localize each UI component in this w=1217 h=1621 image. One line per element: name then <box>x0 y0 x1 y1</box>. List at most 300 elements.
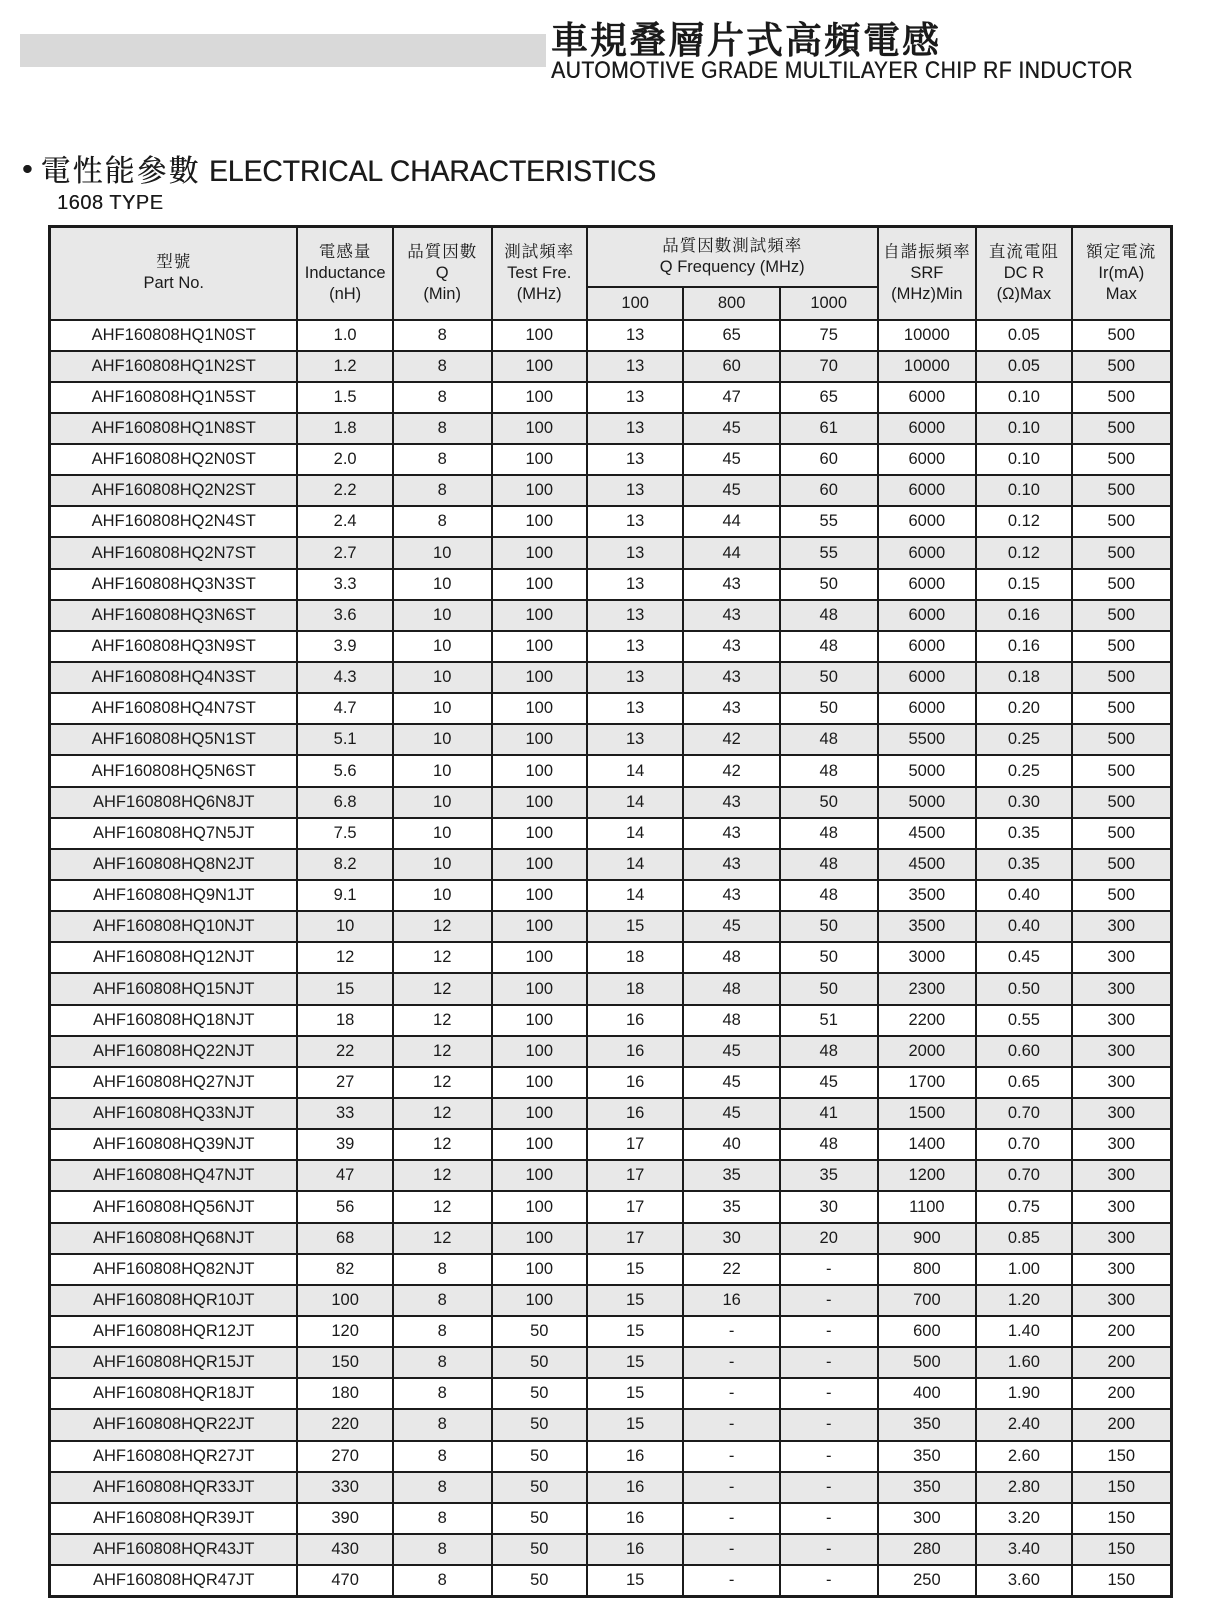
value-cell: 13 <box>587 475 683 506</box>
type-label: 1608 TYPE <box>57 192 164 214</box>
value-cell: 65 <box>780 382 878 413</box>
value-cell: 45 <box>683 413 779 444</box>
col-header-srf-unit: (MHz)Min <box>891 284 963 303</box>
part-no-cell: AHF160808HQ22NJT <box>50 1036 298 1067</box>
electrical-characteristics-table <box>48 225 1173 1598</box>
value-cell: 100 <box>492 382 587 413</box>
value-cell: 13 <box>587 413 683 444</box>
table-row <box>50 382 1172 413</box>
part-no-cell: AHF160808HQ18NJT <box>50 1005 298 1036</box>
value-cell: 56 <box>297 1191 392 1222</box>
value-cell: 5500 <box>878 724 977 755</box>
value-cell: 10000 <box>878 320 977 351</box>
section-title-en: ELECTRICAL CHARACTERISTICS <box>208 155 656 188</box>
value-cell: 500 <box>1072 569 1172 600</box>
value-cell: 2000 <box>878 1036 977 1067</box>
value-cell: 1100 <box>878 1191 977 1222</box>
table-row <box>50 1005 1172 1036</box>
value-cell: 1.90 <box>976 1378 1071 1409</box>
value-cell: 42 <box>683 755 779 786</box>
table-row <box>50 1036 1172 1067</box>
value-cell: 3000 <box>878 942 977 973</box>
value-cell: 150 <box>297 1347 392 1378</box>
value-cell: - <box>780 1565 878 1596</box>
value-cell: 8 <box>393 1285 492 1316</box>
value-cell: 45 <box>683 911 779 942</box>
table-row <box>50 1160 1172 1191</box>
col-header-rated-current-zh: 額定電流 <box>1086 242 1157 261</box>
part-no-cell: AHF160808HQ1N5ST <box>50 382 298 413</box>
value-cell: 6000 <box>878 382 977 413</box>
value-cell: 1.20 <box>976 1285 1071 1316</box>
value-cell: - <box>780 1534 878 1565</box>
table-row <box>50 600 1172 631</box>
value-cell: 1400 <box>878 1129 977 1160</box>
value-cell: 30 <box>780 1191 878 1222</box>
part-no-cell: AHF160808HQ2N4ST <box>50 506 298 537</box>
value-cell: 900 <box>878 1223 977 1254</box>
value-cell: 100 <box>492 320 587 351</box>
value-cell: 500 <box>1072 351 1172 382</box>
col-header-inductance-zh: 電感量 <box>318 242 372 261</box>
value-cell: 500 <box>1072 475 1172 506</box>
value-cell: 500 <box>1072 849 1172 880</box>
value-cell: 100 <box>492 755 587 786</box>
value-cell: 48 <box>780 1129 878 1160</box>
value-cell: 17 <box>587 1129 683 1160</box>
table-row <box>50 444 1172 475</box>
value-cell: - <box>780 1503 878 1534</box>
value-cell: 16 <box>587 1472 683 1503</box>
value-cell: 0.12 <box>976 506 1071 537</box>
part-no-cell: AHF160808HQ33NJT <box>50 1098 298 1129</box>
col-header-srf-en: SRF <box>910 263 944 282</box>
table-row <box>50 880 1172 911</box>
col-header-test-freq-zh: 測試頻率 <box>504 242 575 261</box>
section-title-zh: 電性能參數 <box>40 155 201 188</box>
table-row <box>50 413 1172 444</box>
value-cell: 43 <box>683 787 779 818</box>
value-cell: 0.05 <box>976 351 1071 382</box>
page-title-zh: 車規叠層片式高頻電感 <box>551 20 941 61</box>
value-cell: 8.2 <box>297 849 392 880</box>
value-cell: 2.40 <box>976 1409 1071 1440</box>
value-cell: 0.20 <box>976 693 1071 724</box>
value-cell: 17 <box>587 1223 683 1254</box>
value-cell: 12 <box>393 1005 492 1036</box>
value-cell: 43 <box>683 693 779 724</box>
part-no-cell: AHF160808HQ5N1ST <box>50 724 298 755</box>
value-cell: 300 <box>1072 1223 1172 1254</box>
value-cell: 100 <box>492 1254 587 1285</box>
value-cell: 15 <box>587 911 683 942</box>
part-no-cell: AHF160808HQ12NJT <box>50 942 298 973</box>
value-cell: 16 <box>587 1036 683 1067</box>
value-cell: 10 <box>297 911 392 942</box>
value-cell: 48 <box>683 1005 779 1036</box>
col-header-q-factor-unit: (Min) <box>423 284 461 303</box>
value-cell: 150 <box>1072 1565 1172 1596</box>
value-cell: 1.2 <box>297 351 392 382</box>
value-cell: 13 <box>587 569 683 600</box>
value-cell: 68 <box>297 1223 392 1254</box>
value-cell: 5000 <box>878 787 977 818</box>
value-cell: 13 <box>587 506 683 537</box>
value-cell: 9.1 <box>297 880 392 911</box>
part-no-cell: AHF160808HQ3N6ST <box>50 600 298 631</box>
part-no-cell: AHF160808HQ4N3ST <box>50 662 298 693</box>
value-cell: 100 <box>492 537 587 568</box>
part-no-cell: AHF160808HQ3N3ST <box>50 569 298 600</box>
col-header-test-freq-en: Test Fre. <box>507 263 572 282</box>
value-cell: 6.8 <box>297 787 392 818</box>
value-cell: 2300 <box>878 973 977 1004</box>
value-cell: 0.75 <box>976 1191 1071 1222</box>
part-no-cell: AHF160808HQ68NJT <box>50 1223 298 1254</box>
value-cell: 2200 <box>878 1005 977 1036</box>
value-cell: 12 <box>393 1098 492 1129</box>
value-cell: 500 <box>1072 537 1172 568</box>
value-cell: 150 <box>1072 1534 1172 1565</box>
value-cell: 15 <box>587 1347 683 1378</box>
table-row <box>50 818 1172 849</box>
value-cell: 8 <box>393 475 492 506</box>
value-cell: 3.9 <box>297 631 392 662</box>
value-cell: 500 <box>1072 818 1172 849</box>
table-row <box>50 1223 1172 1254</box>
value-cell: 5000 <box>878 755 977 786</box>
value-cell: 300 <box>1072 973 1172 1004</box>
value-cell: - <box>780 1347 878 1378</box>
value-cell: 10 <box>393 631 492 662</box>
value-cell: 17 <box>587 1191 683 1222</box>
col-header-rated-current-en: Ir(mA) <box>1098 263 1145 282</box>
col-header-q-factor <box>393 227 492 320</box>
value-cell: 35 <box>683 1191 779 1222</box>
value-cell: 16 <box>587 1441 683 1472</box>
value-cell: 300 <box>1072 1036 1172 1067</box>
value-cell: 10 <box>393 755 492 786</box>
part-no-cell: AHF160808HQ27NJT <box>50 1067 298 1098</box>
value-cell: 6000 <box>878 506 977 537</box>
value-cell: 0.10 <box>976 382 1071 413</box>
value-cell: 3.60 <box>976 1565 1071 1596</box>
value-cell: 0.70 <box>976 1129 1071 1160</box>
value-cell: 100 <box>492 693 587 724</box>
value-cell: 20 <box>780 1223 878 1254</box>
value-cell: 1.5 <box>297 382 392 413</box>
value-cell: 500 <box>1072 787 1172 818</box>
value-cell: 55 <box>780 506 878 537</box>
value-cell: - <box>780 1472 878 1503</box>
value-cell: 100 <box>492 413 587 444</box>
value-cell: - <box>683 1565 779 1596</box>
value-cell: 12 <box>393 942 492 973</box>
value-cell: 0.35 <box>976 818 1071 849</box>
value-cell: 100 <box>492 1129 587 1160</box>
value-cell: 45 <box>683 1067 779 1098</box>
value-cell: 8 <box>393 1565 492 1596</box>
value-cell: 2.60 <box>976 1441 1071 1472</box>
part-no-cell: AHF160808HQ56NJT <box>50 1191 298 1222</box>
value-cell: 8 <box>393 1316 492 1347</box>
value-cell: 50 <box>492 1534 587 1565</box>
value-cell: 48 <box>780 818 878 849</box>
value-cell: 48 <box>780 880 878 911</box>
value-cell: 10 <box>393 600 492 631</box>
value-cell: 13 <box>587 662 683 693</box>
value-cell: 12 <box>393 1223 492 1254</box>
col-header-part-no-zh: 型號 <box>156 253 192 272</box>
part-no-cell: AHF160808HQ5N6ST <box>50 755 298 786</box>
value-cell: 8 <box>393 506 492 537</box>
col-header-q-frequency-group <box>587 227 878 287</box>
value-cell: 4500 <box>878 818 977 849</box>
value-cell: 0.45 <box>976 942 1071 973</box>
part-no-cell: AHF160808HQ6N8JT <box>50 787 298 818</box>
col-header-inductance <box>297 227 392 320</box>
value-cell: 150 <box>1072 1503 1172 1534</box>
value-cell: 13 <box>587 444 683 475</box>
value-cell: 0.15 <box>976 569 1071 600</box>
value-cell: 12 <box>297 942 392 973</box>
value-cell: 150 <box>1072 1472 1172 1503</box>
part-no-cell: AHF160808HQ1N2ST <box>50 351 298 382</box>
value-cell: - <box>683 1409 779 1440</box>
value-cell: 50 <box>780 662 878 693</box>
part-no-cell: AHF160808HQR39JT <box>50 1503 298 1534</box>
value-cell: 300 <box>1072 1285 1172 1316</box>
table-row <box>50 475 1172 506</box>
value-cell: 300 <box>1072 1098 1172 1129</box>
value-cell: 45 <box>683 1098 779 1129</box>
value-cell: 12 <box>393 1191 492 1222</box>
value-cell: 6000 <box>878 693 977 724</box>
value-cell: 43 <box>683 631 779 662</box>
value-cell: 6000 <box>878 475 977 506</box>
value-cell: 0.40 <box>976 880 1071 911</box>
value-cell: 0.18 <box>976 662 1071 693</box>
value-cell: 10 <box>393 880 492 911</box>
value-cell: 0.12 <box>976 537 1071 568</box>
value-cell: 43 <box>683 849 779 880</box>
value-cell: 12 <box>393 1036 492 1067</box>
value-cell: 50 <box>492 1347 587 1378</box>
value-cell: 15 <box>587 1378 683 1409</box>
value-cell: 5.1 <box>297 724 392 755</box>
value-cell: 50 <box>780 693 878 724</box>
part-no-cell: AHF160808HQ82NJT <box>50 1254 298 1285</box>
value-cell: 6000 <box>878 444 977 475</box>
table-row <box>50 693 1172 724</box>
value-cell: 13 <box>587 351 683 382</box>
value-cell: 43 <box>683 818 779 849</box>
table-row <box>50 724 1172 755</box>
value-cell: 100 <box>492 475 587 506</box>
table-header <box>50 227 1172 320</box>
part-no-cell: AHF160808HQ3N9ST <box>50 631 298 662</box>
part-no-cell: AHF160808HQR27JT <box>50 1441 298 1472</box>
value-cell: 400 <box>878 1378 977 1409</box>
value-cell: 15 <box>297 973 392 1004</box>
value-cell: 6000 <box>878 662 977 693</box>
value-cell: 100 <box>492 1036 587 1067</box>
value-cell: 16 <box>587 1534 683 1565</box>
value-cell: 18 <box>297 1005 392 1036</box>
value-cell: 250 <box>878 1565 977 1596</box>
value-cell: - <box>683 1472 779 1503</box>
value-cell: 43 <box>683 662 779 693</box>
value-cell: 6000 <box>878 600 977 631</box>
value-cell: 12 <box>393 911 492 942</box>
value-cell: 14 <box>587 880 683 911</box>
col-header-qf-1000: 1000 <box>780 287 878 320</box>
value-cell: 35 <box>683 1160 779 1191</box>
value-cell: 500 <box>1072 662 1172 693</box>
value-cell: 0.55 <box>976 1005 1071 1036</box>
value-cell: 1.8 <box>297 413 392 444</box>
value-cell: 100 <box>297 1285 392 1316</box>
value-cell: 100 <box>492 351 587 382</box>
value-cell: 65 <box>683 320 779 351</box>
col-header-srf <box>878 227 977 320</box>
value-cell: 15 <box>587 1409 683 1440</box>
value-cell: - <box>683 1503 779 1534</box>
value-cell: 3.20 <box>976 1503 1071 1534</box>
part-no-cell: AHF160808HQR33JT <box>50 1472 298 1503</box>
value-cell: 0.70 <box>976 1098 1071 1129</box>
value-cell: 100 <box>492 880 587 911</box>
value-cell: 600 <box>878 1316 977 1347</box>
value-cell: 0.40 <box>976 911 1071 942</box>
value-cell: 0.10 <box>976 475 1071 506</box>
table-row <box>50 631 1172 662</box>
table-row <box>50 1098 1172 1129</box>
table-row <box>50 911 1172 942</box>
value-cell: 100 <box>492 911 587 942</box>
part-no-cell: AHF160808HQ2N2ST <box>50 475 298 506</box>
value-cell: 0.50 <box>976 973 1071 1004</box>
value-cell: 200 <box>1072 1409 1172 1440</box>
value-cell: 1500 <box>878 1098 977 1129</box>
value-cell: 350 <box>878 1441 977 1472</box>
value-cell: 48 <box>780 849 878 880</box>
value-cell: 3500 <box>878 911 977 942</box>
value-cell: 700 <box>878 1285 977 1316</box>
value-cell: - <box>780 1316 878 1347</box>
value-cell: 22 <box>683 1254 779 1285</box>
value-cell: 2.0 <box>297 444 392 475</box>
value-cell: 42 <box>683 724 779 755</box>
value-cell: 30 <box>683 1223 779 1254</box>
value-cell: 0.30 <box>976 787 1071 818</box>
value-cell: 100 <box>492 1285 587 1316</box>
value-cell: 100 <box>492 600 587 631</box>
value-cell: 1.40 <box>976 1316 1071 1347</box>
value-cell: 16 <box>587 1098 683 1129</box>
value-cell: - <box>683 1534 779 1565</box>
value-cell: 10 <box>393 724 492 755</box>
value-cell: 100 <box>492 506 587 537</box>
value-cell: 61 <box>780 413 878 444</box>
value-cell: 500 <box>1072 755 1172 786</box>
value-cell: 150 <box>1072 1441 1172 1472</box>
value-cell: 8 <box>393 413 492 444</box>
col-header-srf-zh: 自諧振頻率 <box>883 242 971 261</box>
bullet-icon: • <box>22 153 33 186</box>
value-cell: 2.2 <box>297 475 392 506</box>
value-cell: 500 <box>1072 600 1172 631</box>
value-cell: 2.7 <box>297 537 392 568</box>
table-row <box>50 1254 1172 1285</box>
value-cell: 6000 <box>878 537 977 568</box>
value-cell: 100 <box>492 942 587 973</box>
value-cell: 14 <box>587 787 683 818</box>
value-cell: 10 <box>393 569 492 600</box>
value-cell: 45 <box>683 1036 779 1067</box>
value-cell: 50 <box>780 569 878 600</box>
value-cell: 200 <box>1072 1316 1172 1347</box>
value-cell: 800 <box>878 1254 977 1285</box>
value-cell: 45 <box>683 475 779 506</box>
value-cell: 100 <box>492 631 587 662</box>
col-header-inductance-unit: (nH) <box>329 284 362 303</box>
table-row <box>50 1503 1172 1534</box>
value-cell: 0.65 <box>976 1067 1071 1098</box>
value-cell: 12 <box>393 973 492 1004</box>
value-cell: 14 <box>587 818 683 849</box>
value-cell: 16 <box>587 1005 683 1036</box>
value-cell: 82 <box>297 1254 392 1285</box>
table-row <box>50 1472 1172 1503</box>
value-cell: 8 <box>393 1534 492 1565</box>
value-cell: 0.85 <box>976 1223 1071 1254</box>
value-cell: 8 <box>393 382 492 413</box>
value-cell: - <box>683 1316 779 1347</box>
value-cell: 10000 <box>878 351 977 382</box>
value-cell: 100 <box>492 1067 587 1098</box>
value-cell: 4500 <box>878 849 977 880</box>
value-cell: 500 <box>1072 724 1172 755</box>
part-no-cell: AHF160808HQR43JT <box>50 1534 298 1565</box>
table-row <box>50 1441 1172 1472</box>
part-no-cell: AHF160808HQ8N2JT <box>50 849 298 880</box>
value-cell: 10 <box>393 787 492 818</box>
value-cell: 220 <box>297 1409 392 1440</box>
value-cell: 500 <box>1072 880 1172 911</box>
value-cell: 3.40 <box>976 1534 1071 1565</box>
table-body <box>50 320 1172 1597</box>
value-cell: 100 <box>492 1191 587 1222</box>
value-cell: 12 <box>393 1129 492 1160</box>
part-no-cell: AHF160808HQ4N7ST <box>50 693 298 724</box>
value-cell: 2.80 <box>976 1472 1071 1503</box>
table-row <box>50 1191 1172 1222</box>
value-cell: 300 <box>1072 1191 1172 1222</box>
col-header-q-frequency-en: Q Frequency (MHz) <box>659 257 805 276</box>
table-row <box>50 1067 1172 1098</box>
value-cell: 44 <box>683 506 779 537</box>
value-cell: 500 <box>1072 631 1172 662</box>
table-row <box>50 755 1172 786</box>
value-cell: 45 <box>683 444 779 475</box>
part-no-cell: AHF160808HQR18JT <box>50 1378 298 1409</box>
value-cell: 48 <box>780 1036 878 1067</box>
value-cell: 180 <box>297 1378 392 1409</box>
col-header-q-factor-en: Q <box>435 263 449 282</box>
value-cell: 270 <box>297 1441 392 1472</box>
value-cell: 0.25 <box>976 724 1071 755</box>
